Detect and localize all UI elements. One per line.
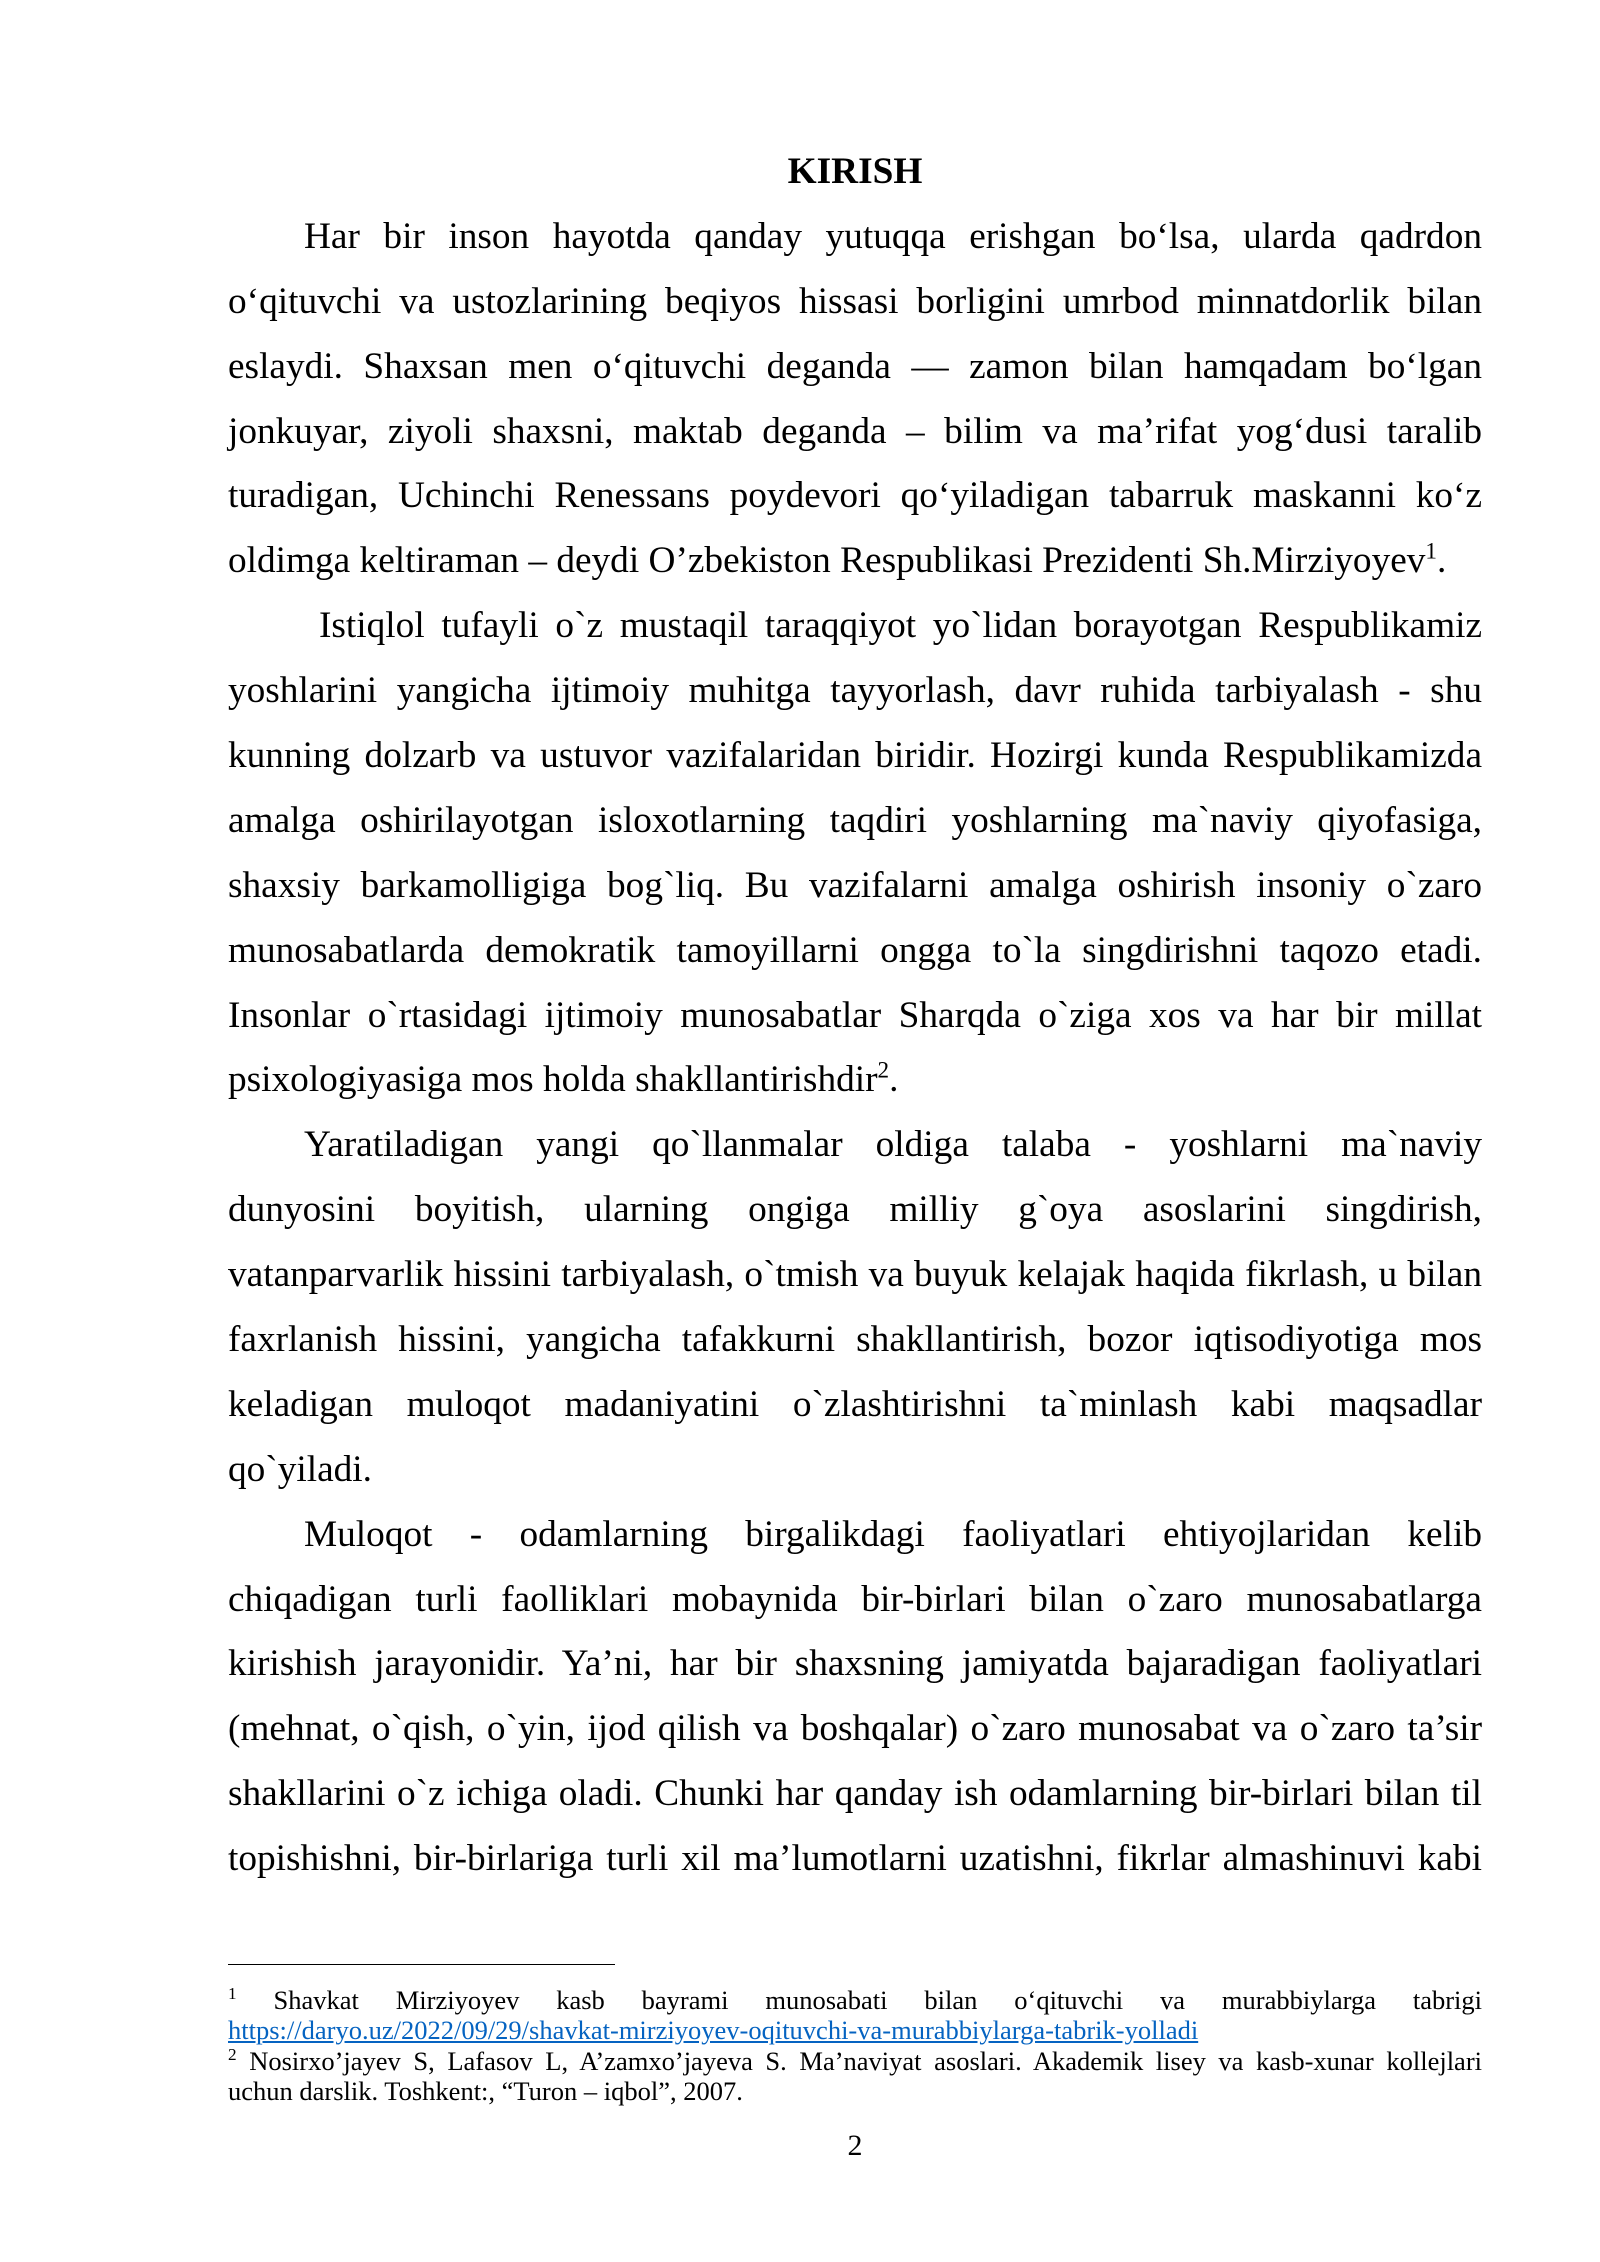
paragraph-line: eslaydi. Shaxsan men o‘qituvchi deganda — zamon bilan hamqadam bo‘lgan [228, 345, 1482, 387]
paragraph-line: Insonlar o`rtasidagi ijtimoiy munosabatlar Sharqda o`ziga xos va har bir millat [228, 994, 1482, 1036]
paragraph-line: munosabatlarda demokratik tamoyillarni ongga to`la singdirishni taqozo etadi. [228, 929, 1482, 971]
footnote [228, 1985, 1482, 2046]
footnote-marker: 1 [228, 1984, 237, 2004]
paragraph-line: kirishish jarayonidir. Ya’ni, har bir shaxsning jamiyatda bajaradigan faoliyatlari [228, 1643, 1482, 1685]
paragraph-line: yoshlarini yangicha ijtimoiy muhitga tayyorlash, davr ruhida tarbiyalash - shu [228, 670, 1482, 712]
paragraph-line: chiqadigan turli faolliklari mobaynida bir-birlari bilan o`zaro munosabatlarga [228, 1578, 1482, 1620]
paragraph-line: shakllarini o`z ichiga oladi. Chunki har qanday ish odamlarning bir-birlari bilan til [228, 1773, 1482, 1815]
paragraph-line: turadigan, Uchinchi Renessans poydevori qo‘yiladigan tabarruk maskanni ko‘z [228, 475, 1482, 517]
paragraph-line [228, 529, 1482, 594]
footnote [228, 2046, 1482, 2107]
footnote-ref: 2 [877, 1058, 890, 1085]
paragraph-line-text: oldimga keltiraman – deydi O’zbekiston Respublikasi Prezidenti Sh.Mirziyoyev [228, 540, 1426, 582]
paragraph-line: Har bir inson hayotda qanday yutuqqa erishgan bo‘lsa, ularda qadrdon [304, 215, 1482, 257]
footnote-line: uchun darslik. Toshkent:, “Turon – iqbol”, 2007. [228, 2075, 743, 2106]
sentence-end: . [889, 1059, 899, 1101]
footnote-link[interactable]: https://daryo.uz/2022/09/29/shavkat-mirziyoyev-oqituvchi-va-murabbiylarga-tabrik-yolladi [228, 2015, 1199, 2046]
paragraph-line: o‘qituvchi va ustozlarining beqiyos hissasi borligini umrbod minnatdorlik bilan [228, 280, 1482, 322]
footnote-text: Shavkat Mirziyoyev kasb bayrami munosabati bilan o‘qituvchi va murabbiylarga tabrigi [273, 1985, 1483, 2015]
footnote-separator [228, 1964, 615, 1965]
paragraph-line: faxrlanish hissini, yangicha tafakkurni shakllantirish, bozor iqtisodiyotiga mos [228, 1319, 1482, 1361]
paragraph-line: (mehnat, o`qish, o`yin, ijod qilish va boshqalar) o`zaro munosabat va o`zaro ta’sir [228, 1708, 1482, 1750]
footnote-line [228, 2046, 1482, 2076]
footnote-marker: 2 [228, 2044, 237, 2064]
paragraph-line: Istiqlol tufayli o`z mustaqil taraqqiyot yo`lidan borayotgan Respublikamiz [319, 605, 1482, 647]
paragraph-line: Muloqot - odamlarning birgalikdagi faoliyatlari ehtiyojlaridan kelib [304, 1513, 1482, 1555]
paragraph-line: dunyosini boyitish, ularning ongiga milliy g`oya asoslarini singdirish, [228, 1189, 1482, 1231]
paragraph-line [228, 1048, 1482, 1113]
paragraph-line: shaxsiy barkamolligiga bog`liq. Bu vazifalarni amalga oshirish insoniy o`zaro [228, 864, 1482, 906]
paragraph-line: Yaratiladigan yangi qo`llanmalar oldiga talaba - yoshlarni ma`naviy [304, 1124, 1482, 1166]
paragraph-line: amalga oshirilayotgan isloxotlarning taqdiri yoshlarning ma`naviy qiyofasiga, [228, 799, 1482, 841]
footnote-line [228, 1985, 1482, 2015]
footnotes [228, 1985, 1482, 2106]
paragraph-line: jonkuyar, ziyoli shaxsni, maktab deganda – bilim va ma’rifat yog‘dusi taralib [228, 410, 1482, 452]
paragraph [228, 205, 1482, 594]
sentence-end: . [1436, 540, 1447, 582]
paragraph-line: topishishni, bir-birlariga turli xil ma’lumotlarni uzatishni, fikrlar almashinuvi kabi [228, 1838, 1482, 1880]
paragraph-line: keladigan muloqot madaniyatini o`zlashtirishni ta`minlash kabi maqsadlar [228, 1383, 1482, 1425]
section-title: KIRISH [787, 151, 923, 192]
body-text [228, 140, 1482, 1892]
page-number: 2 [847, 2129, 863, 2162]
paragraph-line: vatanparvarlik hissini tarbiyalash, o`tmish va buyuk kelajak haqida fikrlash, u bilan [228, 1254, 1482, 1296]
footnote-ref: 1 [1425, 538, 1437, 565]
paragraph-line: qo`yiladi. [228, 1448, 372, 1490]
paragraph [228, 1503, 1482, 1892]
paragraph [228, 1113, 1482, 1502]
footnote-text: Nosirxo’jayev S, Lafasov L, A’zamxo’jayeva S. Ma’naviyat asoslari. Akademik lisey va kasb-xunar kollejlari [249, 2045, 1483, 2076]
paragraph [228, 594, 1482, 1113]
footnote-line [228, 2015, 1482, 2045]
paragraph-line-text: psixologiyasiga mos holda shakllantirishdir [228, 1059, 878, 1101]
paragraph-line: kunning dolzarb va ustuvor vazifalaridan biridir. Hozirgi kunda Respublikamizda [228, 735, 1482, 777]
